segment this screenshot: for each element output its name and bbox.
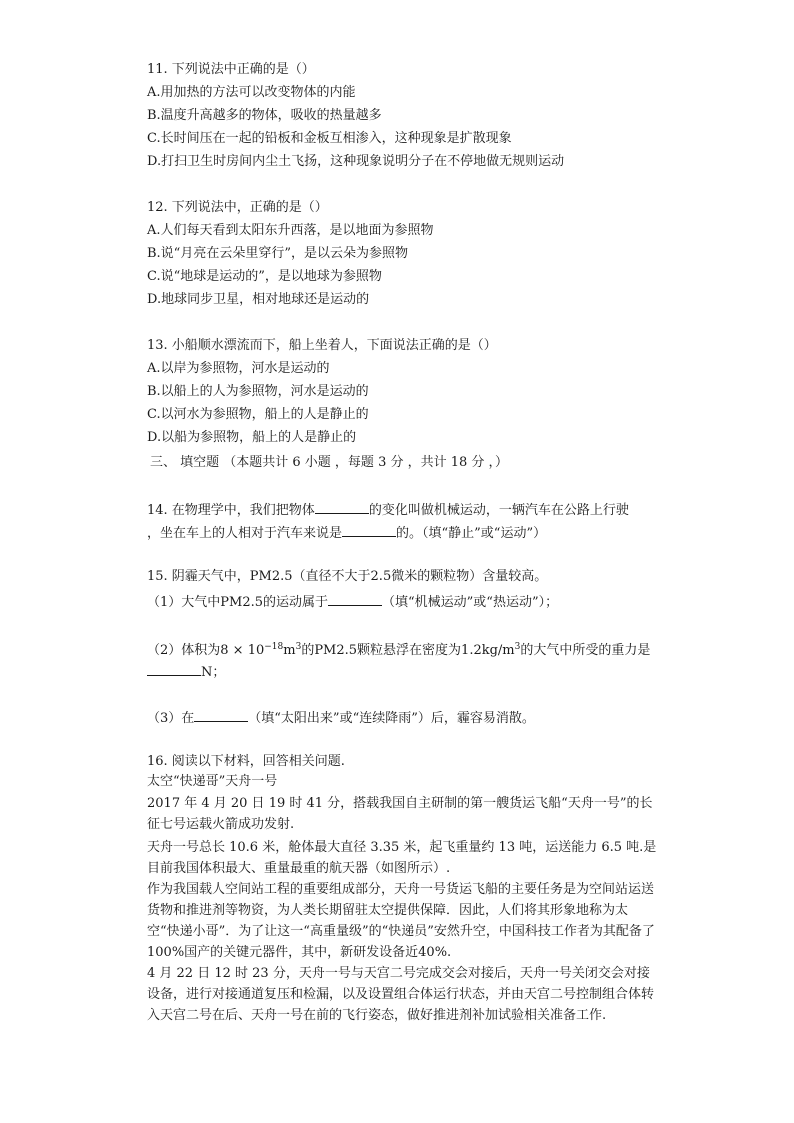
q13-option-d: D.以船为参照物，船上的人是静止的 xyxy=(147,430,357,445)
q15-sub2-cube-2: 3 xyxy=(514,642,521,652)
q16-title: 太空“快递哥”天舟一号 xyxy=(147,774,278,789)
q14-blank-1[interactable] xyxy=(315,500,369,514)
q15-sub2-text-c: 的PM2.5颗粒悬浮在密度为1.2kg/m xyxy=(301,643,515,658)
q16-paragraph-3: 作为我国载人空间站工程的重要组成部分，天舟一号货运飞船的主要任务是为空间站运送货物和推进剂等物资，为人类长期留驻太空提供保障．因此，人们将其形象地称为太空“快递小哥”．为了让这一“高重量级”的“快递员”安然升空，中国科技工作者为其配备了100%国产的关键元器件，其中，新研发设备近40%. xyxy=(147,882,655,960)
q14-line2 xyxy=(147,523,546,542)
q11-option-b: B.温度升高越多的物体，吸收的热量越多 xyxy=(147,108,382,123)
q15-blank-2[interactable] xyxy=(147,662,201,676)
q15-sub2-text-b: m xyxy=(283,643,296,658)
q16-paragraph-1: 2017 年 4 月 20 日 19 时 41 分，搭载我国自主研制的第一艘货运飞船“天舟一号”的长征七号运载火箭成功发射. xyxy=(147,796,653,832)
q15-sub1-text-b: （填“机械运动”或“热运动”）； xyxy=(382,595,559,610)
q13-option-b: B.以船上的人为参照物，河水是运动的 xyxy=(147,384,369,399)
q15-sub3-text-b: （填“太阳出来”或“连续降雨”）后，霾容易消散。 xyxy=(248,711,535,726)
q11-option-c: C.长时间压在一起的铅板和金板互相渗入，这种现象是扩散现象 xyxy=(147,131,512,146)
q15-sub1-text-a: （1）大气中PM2.5的运动属于 xyxy=(147,595,329,610)
q14-text-3: ，坐在车上的人相对于汽车来说是 xyxy=(147,526,343,541)
q12-option-c: C.说“地球是运动的”，是以地球为参照物 xyxy=(147,269,382,284)
q14-line1 xyxy=(147,500,629,519)
q15-blank-1[interactable] xyxy=(328,592,382,606)
q14-text-2: 的变化叫做机械运动，一辆汽车在公路上行驶 xyxy=(368,503,629,518)
q11-stem: 11. 下列说法中正确的是（） xyxy=(147,62,315,77)
q12-option-d: D.地球同步卫星，相对地球还是运动的 xyxy=(147,292,370,307)
q12-option-a: A.人们每天看到太阳东升西落，是以地面为参照物 xyxy=(147,223,434,238)
q15-sub3 xyxy=(147,708,535,727)
q15-sub2-cube: 3 xyxy=(295,642,302,652)
q13-option-c: C.以河水为参照物，船上的人是静止的 xyxy=(147,407,369,422)
q15-sub2-exponent: −18 xyxy=(264,642,284,652)
q12-stem: 12. 下列说法中，正确的是（） xyxy=(147,200,328,215)
q14-text-4: 的。（填“静止”或“运动”） xyxy=(396,526,547,541)
q11-option-d: D.打扫卫生时房间内尘土飞扬，这种现象说明分子在不停地做无规则运动 xyxy=(147,154,565,169)
q15-stem: 15. 阴霾天气中，PM2.5（直径不大于2.5微米的颗粒物）含量较高。 xyxy=(147,569,548,584)
q13-stem: 13. 小船顺水漂流而下，船上坐着人，下面说法正确的是（） xyxy=(147,338,497,353)
q15-sub2-line1 xyxy=(147,639,650,659)
q15-sub2-text-a: （2）体积为8 × 10 xyxy=(147,643,265,658)
q16-stem: 16. 阅读以下材料，回答相关问题. xyxy=(147,754,345,769)
q15-sub2-text-e: N； xyxy=(201,665,226,680)
q15-sub3-text-a: （3）在 xyxy=(147,711,195,726)
q12-option-b: B.说“月亮在云朵里穿行”，是以云朵为参照物 xyxy=(147,246,408,261)
q15-sub1 xyxy=(147,592,558,611)
q16-paragraph-2: 天舟一号总长 10.6 米，舱体最大直径 3.35 米，起飞重量约 13 吨，运送能力 6.5 吨.是目前我国体积最大、重量最重的航天器（如图所示）. xyxy=(147,840,657,876)
q15-sub2-text-d: 的大气中所受的重力是 xyxy=(520,643,651,658)
section-header-fill-in: 三、 填空题 （本题共计 6 小题 ，每题 3 分 ，共计 18 分 ，） xyxy=(150,455,509,470)
q14-text-1: 14. 在物理学中，我们把物体 xyxy=(147,503,315,518)
q11-option-a: A.用加热的方法可以改变物体的内能 xyxy=(147,85,356,100)
q13-option-a: A.以岸为参照物，河水是运动的 xyxy=(147,361,330,376)
q16-paragraph-4: 4 月 22 日 12 时 23 分，天舟一号与天宫二号完成交会对接后，天舟一号关闭交会对接设备，进行对接通道复压和检漏，以及设置组合体运行状态，并由天宫二号控制组合体转入天宫二号在后、天舟一号在前的飞行姿态，做好推进剂补加试验相关准备工作. xyxy=(147,966,655,1023)
q15-sub2-line2 xyxy=(147,662,225,681)
q15-blank-3[interactable] xyxy=(194,708,248,722)
q14-blank-2[interactable] xyxy=(342,523,396,537)
